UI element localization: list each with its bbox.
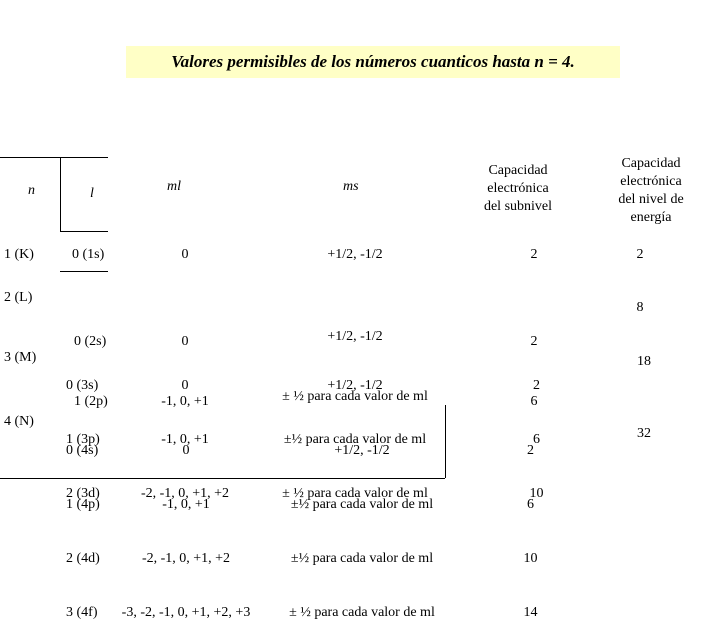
row4-ml: 0 -1, 0, +1 -2, -1, 0, +1, +2 -3, -2, -1, 0, +1, +2, +3 bbox=[121, 443, 251, 620]
header-l: l bbox=[90, 186, 94, 201]
row4-l: 0 (4s) 1 (4p) 2 (4d) 3 (4f) bbox=[66, 443, 100, 620]
header-ml: ml bbox=[167, 179, 181, 194]
row4-n: 4 (N) bbox=[4, 414, 34, 429]
row3-n: 3 (M) bbox=[4, 350, 37, 365]
row1-niv: 2 bbox=[636, 247, 644, 262]
row1-sub: 2 bbox=[530, 247, 538, 262]
row1-l: 0 (1s) bbox=[72, 247, 105, 262]
header-ms: ms bbox=[343, 179, 359, 194]
row3-ml: 0 -1, 0, +1 -2, -1, 0, +1, +2 bbox=[140, 378, 230, 501]
header-n: n bbox=[28, 183, 35, 198]
row2-niv: 8 bbox=[636, 300, 644, 315]
row1-ml: 0 bbox=[181, 247, 189, 262]
header-nivel: Capacidad electrónica del nivel de energía bbox=[618, 156, 684, 225]
header-top-rule bbox=[0, 157, 108, 158]
row-rule-1 bbox=[60, 271, 108, 272]
row4-ms: +1/2, -1/2 ±½ para cada valor de ml ±½ para cada valor de ml ± ½ para cada valor de ml bbox=[289, 443, 435, 620]
table-title: Valores permisibles de los números cuanticos hasta n = 4. bbox=[126, 46, 620, 78]
row1-n: 1 (K) bbox=[4, 247, 34, 262]
row3-niv: 18 bbox=[637, 354, 651, 369]
row2-n: 2 (L) bbox=[4, 290, 33, 305]
row2-ms: +1/2, -1/2 ± ½ para cada valor de ml bbox=[282, 329, 428, 404]
row3-ms: +1/2, -1/2 ±½ para cada valor de ml ± ½ para cada valor de ml bbox=[282, 378, 428, 501]
row2-ml: 0 -1, 0, +1 bbox=[161, 334, 209, 409]
row2-l: 0 (2s) 1 (2p) bbox=[74, 334, 108, 409]
header-divider bbox=[60, 157, 61, 231]
header-subnivel: Capacidad electrónica del subnivel bbox=[483, 163, 553, 214]
row2-sub: 2 6 bbox=[530, 334, 538, 409]
row4-sub: 2 6 10 14 bbox=[523, 443, 538, 620]
header-bottom-rule bbox=[60, 231, 108, 232]
row4-niv: 32 bbox=[637, 426, 651, 441]
row3-sub: 2 6 10 bbox=[529, 378, 544, 501]
row1-ms: +1/2, -1/2 bbox=[327, 247, 383, 262]
row3-l: 0 (3s) 1 (3p) 2 (3d) bbox=[66, 378, 100, 501]
